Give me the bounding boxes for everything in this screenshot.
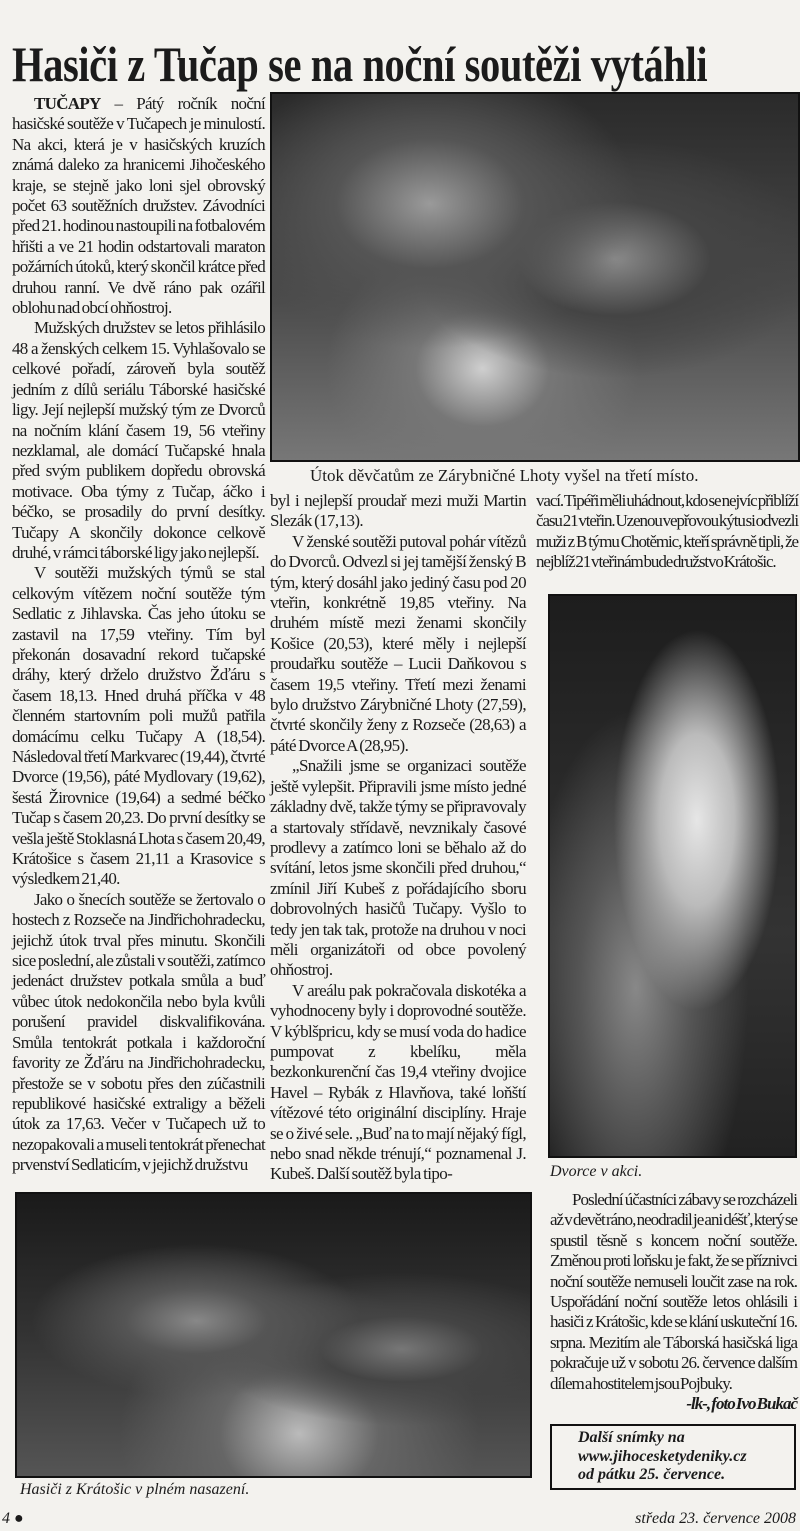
dateline: TUČAPY: [34, 94, 101, 113]
info-box-line: od pátku 25. července.: [578, 1466, 726, 1484]
paragraph: V soutěži mužských týmů se stal celkovým vítězem noční soutěže tým Sedlatic z Jihlavska. Čas jeho útoku se zastavil na 17,59 vteřiny. Tím byl překonán dosavadní rekord tučapské dráhy, který drželo družstvo Žďáru s časem 18,13. Hned druhá příčka v 48 členném startovním poli mužů patřila domácímu celku Tučapy A (18,54). Následoval třetí Markvarec (19,44), čtvrté Dvorce (19,56), páté Mydlovary (19,62), šestá Žirovnice (19,64) a sedmé béčko Tučap s časem 20,23. Do první desítky se vešla ještě Stoklasná Lhota s časem 20,49, Krátošice s časem 21,11 a Krasovice s výsledkem 21,40.: [12, 563, 265, 889]
photo-caption-bottom: Hasiči z Krátošic v plném nasazení.: [20, 1481, 250, 1498]
paragraph-continuation: vací. Tipéři měli uhádnout, kdo se nejvíc přiblíží času 21 vteřin. Uzenou vepřovou kýtu si odvezli muži z B týmu Chotěmic, kteří správně tipli, že nejblíž 21 vteřinám bude družstvo Krátošic.: [536, 491, 798, 572]
info-box-link[interactable]: www.jihocesketydeniky.cz: [578, 1447, 747, 1465]
paragraph-continuation: byl i nejlepší proudař mezi muži Martin Slezák (17,13).: [270, 491, 526, 531]
photo-zarybnicna-lhota: [270, 92, 800, 462]
closing-paragraph: Poslední účastníci zábavy se rozcházeli až v devět ráno, neodradil je ani déšť, který se spustil těsně s koncem noční soutěže. Změnou proti loňsku je fakt, že se příznivci noční soutěže nemuseli loučit zase na rok. Uspořádání noční soutěže letos ohlásili i hasiči z Krátošic, kde se klání uskuteční 16. srpna. Mezitím ale Táborská hasičská liga pokračuje už v sobotu 26. července dalším dílem a hostitelem jsou Pojbuky.: [550, 1190, 797, 1393]
article-column-2: [270, 491, 526, 1185]
lead-text: – Pátý ročník noční hasičské soutěže v Tučapech je minulostí. Na akci, která je v hasičských kruzích známá daleko za hranicemi Jihočeského kraje, se stejně jako loni sjel obrovský počet 63 soutěžních družstev. Závodníci před 21. hodinou nastoupili na fotbalovém hřišti a ve 21 hodin odstartovali maraton požárních útoků, který skončil krátce před druhou ranní. Ve dvě ráno pak ozářil oblohu nad obcí ohňostroj.: [12, 94, 265, 318]
photo-dvorce: [548, 594, 797, 1158]
info-box: [550, 1424, 796, 1490]
paragraph: Mužských družstev se letos přihlásilo 48 a ženských celkem 15. Vyhlašovalo se celkové pořadí, zároveň byla soutěž jedním z dílů seriálu Táborské hasičské ligy. Její nejlepší mužský tým ze Dvorců na nočním klání časem 19, 56 vteřiny nezklamal, ale domácí Tučapské hnala před svým publikem dopředu obrovská motivace. Oba týmy z Tučap, áčko i béčko, se prosadily do první desítky. Tučapy A skončily dokonce celkově druhé, v rámci táborské ligy jako nejlepší.: [12, 318, 265, 562]
paragraph: „Snažili jsme se organizaci soutěže ještě vylepšit. Připravili jsme místo jedné základny dvě, takže týmy se připravovaly a startovaly střídavě, nevznikaly časové prodlevy a zatímco loni se běhalo až do svítání, letos jsme skončili před druhou,“ zmínil Jiří Kubeš z pořádajícího sboru dobrovolných hasičů Tučapy. Vyšlo to tedy jen tak tak, protože na druhou v noci měli organizátoři od obce povolený ohňostroj.: [270, 756, 526, 980]
issue-date: středa 23. července 2008: [635, 1510, 796, 1527]
lead-paragraph: [12, 94, 265, 318]
byline: -lk-, foto Ivo Bukač: [686, 1394, 797, 1414]
article-column-1: [12, 94, 265, 1176]
headline: Hasiči z Tučap se na noční soutěži vytáhli: [12, 36, 708, 92]
photo-caption-right: Dvorce v akci.: [550, 1163, 643, 1180]
photo-caption-top: Útok děvčatům ze Zárybničné Lhoty vyšel na třetí místo.: [310, 466, 699, 485]
info-box-line: Další snímky na: [578, 1429, 685, 1447]
paragraph: Jako o šnecích soutěže se žertovalo o hostech z Rozseče na Jindřichohradecku, jejichž útok trval přes minutu. Skončili sice poslední, ale zůstali v soutěži, zatímco jedenáct družstev potkala smůla a buď vůbec útok nedokončila nebo byla kvůli porušení pravidel diskvalifikována. Smůla tentokrát potkala i každoroční favority ze Žďáru na Jindřichohradecku, přestože se v sobotu přes den zúčastnili republikové hasičské extraligy a běželi útok za 17,63. Večer v Tučapech už to nezopakovali a museli tentokrát přenechat prvenství Sedlaticím, v jejichž družstvu: [12, 889, 265, 1175]
article-column-3-top: [536, 491, 798, 573]
article-column-3-bottom: [550, 1190, 797, 1490]
paragraph: V ženské soutěži putoval pohár vítězů do Dvorců. Odvezl si jej tamější ženský B tým, který dosáhl jako jediný času pod 20 vteřin, konkrétně 19,85 vteřiny. Na druhém místě mezi ženami skončily Košice (20,53), které měly i nejlepší proudařku soutěže – Lucii Daňkovou s časem 19,5 vteřiny. Třetí mezi ženami bylo družstvo Zárybničné Lhoty (27,59), čtvrté skončily ženy z Rozseče (28,63) a páté Dvorce A (28,95).: [270, 531, 526, 755]
paragraph: V areálu pak pokračovala diskotéka a vyhodnoceny byly i doprovodné soutěže. V kýblšpricu, kdy se musí voda do hadice pumpovat z kbelíku, měla bezkonkurenční čas 19,4 vteřiny dvojice Havel – Rybák z Hlavňova, také loňští vítězové této originální disciplíny. Hraje se o živé sele. „Buď na to mají nějaký fígl, nebo snad někde trénují,“ poznamenal J. Kubeš. Další soutěž byla tipo-: [270, 980, 526, 1184]
photo-kratosice: [15, 1192, 532, 1478]
page-number: 4 ●: [2, 1510, 24, 1527]
